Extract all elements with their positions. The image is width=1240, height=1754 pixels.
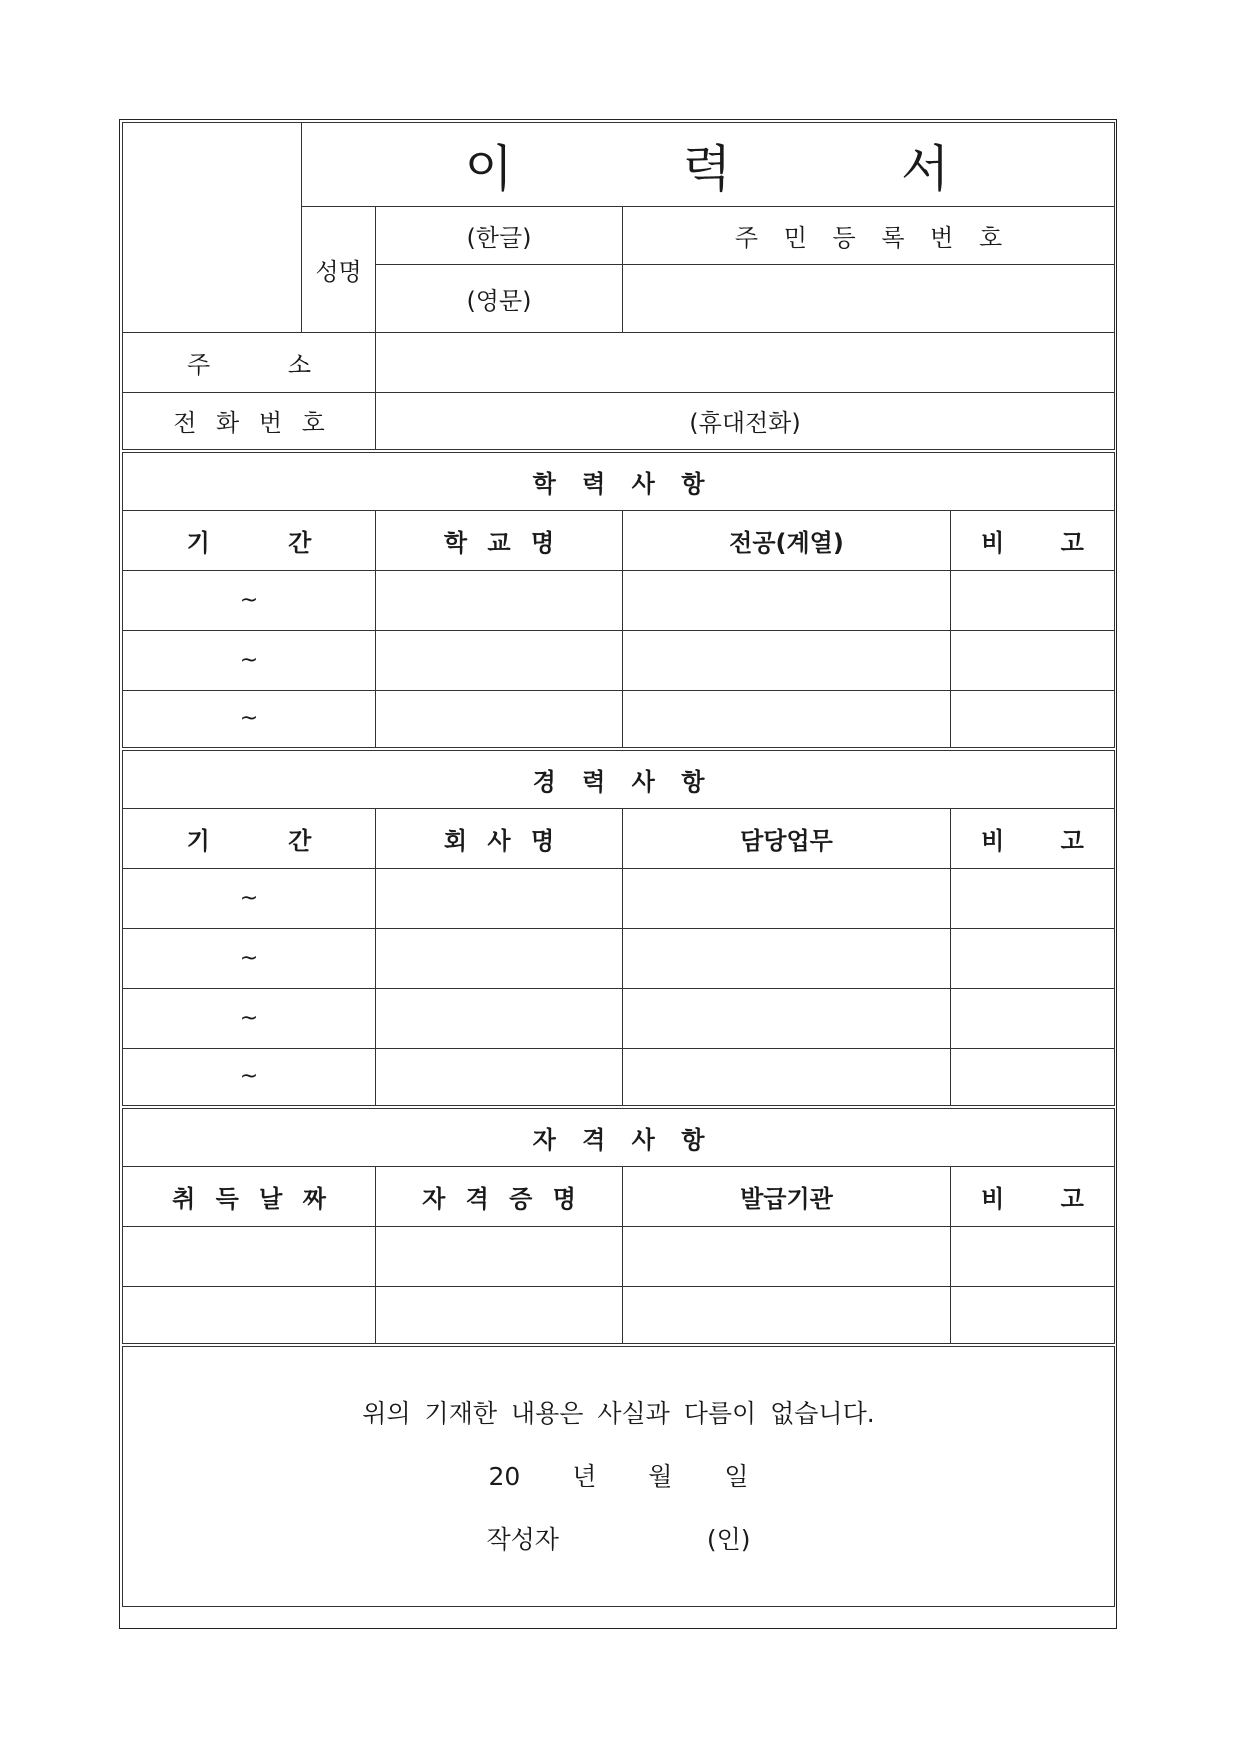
- certificates-date-field[interactable]: [123, 1227, 376, 1287]
- certificates-issuer-field[interactable]: [623, 1227, 951, 1287]
- career-remarks-field[interactable]: [951, 989, 1115, 1049]
- education-major-field[interactable]: [623, 631, 951, 691]
- certificates-header-issuer: 발급기관: [623, 1167, 951, 1227]
- career-duty-field[interactable]: [623, 1049, 951, 1107]
- career-company-field[interactable]: [376, 869, 623, 929]
- certificates-header-row: [123, 1167, 1115, 1227]
- education-period-field[interactable]: ~: [123, 691, 376, 749]
- career-row: [123, 1049, 1115, 1107]
- address-label: 주 소: [123, 333, 376, 393]
- education-header-period: 기 간: [123, 511, 376, 571]
- resume-form: [122, 122, 1115, 1607]
- career-remarks-field[interactable]: [951, 1049, 1115, 1107]
- declaration-signature[interactable]: 작성자 (인): [486, 1524, 751, 1554]
- career-duty-field[interactable]: [623, 929, 951, 989]
- certificates-header-date: 취 득 날 짜: [123, 1167, 376, 1227]
- career-row: [123, 869, 1115, 929]
- education-school-field[interactable]: [376, 691, 623, 749]
- resident-number-label: 주 민 등 록 번 호: [623, 207, 1115, 265]
- career-header-period: 기 간: [123, 809, 376, 869]
- certificates-section-title: 자 격 사 항: [123, 1107, 1115, 1167]
- career-period-field[interactable]: ~: [123, 869, 376, 929]
- education-remarks-field[interactable]: [951, 691, 1115, 749]
- certificates-row: [123, 1227, 1115, 1287]
- education-header-major: 전공(계열): [623, 511, 951, 571]
- career-period-field[interactable]: ~: [123, 1049, 376, 1107]
- career-period-field[interactable]: ~: [123, 929, 376, 989]
- education-header-row: [123, 511, 1115, 571]
- certificates-name-field[interactable]: [376, 1227, 623, 1287]
- education-major-field[interactable]: [623, 571, 951, 631]
- resident-number-field[interactable]: [623, 265, 1115, 333]
- education-header-remarks: 비 고: [951, 511, 1115, 571]
- career-remarks-field[interactable]: [951, 869, 1115, 929]
- declaration-date[interactable]: 20 년 월 일: [488, 1461, 749, 1491]
- phone-label: 전 화 번 호: [123, 393, 376, 451]
- career-remarks-field[interactable]: [951, 929, 1115, 989]
- certificates-header-remarks: 비 고: [951, 1167, 1115, 1227]
- career-header-row: [123, 809, 1115, 869]
- certificates-remarks-field[interactable]: [951, 1227, 1115, 1287]
- page-title: 이 력 서: [302, 123, 1115, 207]
- education-period-field[interactable]: ~: [123, 571, 376, 631]
- education-remarks-field[interactable]: [951, 571, 1115, 631]
- education-major-field[interactable]: [623, 691, 951, 749]
- career-header-duty: 담당업무: [623, 809, 951, 869]
- education-row: [123, 631, 1115, 691]
- career-period-field[interactable]: ~: [123, 989, 376, 1049]
- certificates-issuer-field[interactable]: [623, 1287, 951, 1345]
- education-remarks-field[interactable]: [951, 631, 1115, 691]
- education-school-field[interactable]: [376, 631, 623, 691]
- career-company-field[interactable]: [376, 989, 623, 1049]
- education-row: [123, 571, 1115, 631]
- photo-box[interactable]: [123, 123, 302, 333]
- address-field[interactable]: [376, 333, 1115, 393]
- career-duty-field[interactable]: [623, 989, 951, 1049]
- certificates-remarks-field[interactable]: [951, 1287, 1115, 1345]
- education-header-school: 학 교 명: [376, 511, 623, 571]
- certificates-header-name: 자 격 증 명: [376, 1167, 623, 1227]
- career-header-company: 회 사 명: [376, 809, 623, 869]
- declaration-statement: 위의 기재한 내용은 사실과 다름이 없습니다.: [362, 1398, 875, 1428]
- name-label: 성명: [302, 207, 376, 333]
- certificates-date-field[interactable]: [123, 1287, 376, 1345]
- education-school-field[interactable]: [376, 571, 623, 631]
- education-period-field[interactable]: ~: [123, 631, 376, 691]
- education-row: [123, 691, 1115, 749]
- career-row: [123, 989, 1115, 1049]
- education-section-title: 학 력 사 항: [123, 451, 1115, 511]
- certificates-row: [123, 1287, 1115, 1345]
- declaration-box: [123, 1345, 1115, 1607]
- phone-field[interactable]: (휴대전화): [376, 393, 1115, 451]
- name-korean-field[interactable]: (한글): [376, 207, 623, 265]
- career-section-title: 경 력 사 항: [123, 749, 1115, 809]
- career-duty-field[interactable]: [623, 869, 951, 929]
- certificates-name-field[interactable]: [376, 1287, 623, 1345]
- name-english-field[interactable]: (영문): [376, 265, 623, 333]
- career-row: [123, 929, 1115, 989]
- career-company-field[interactable]: [376, 1049, 623, 1107]
- career-company-field[interactable]: [376, 929, 623, 989]
- career-header-remarks: 비 고: [951, 809, 1115, 869]
